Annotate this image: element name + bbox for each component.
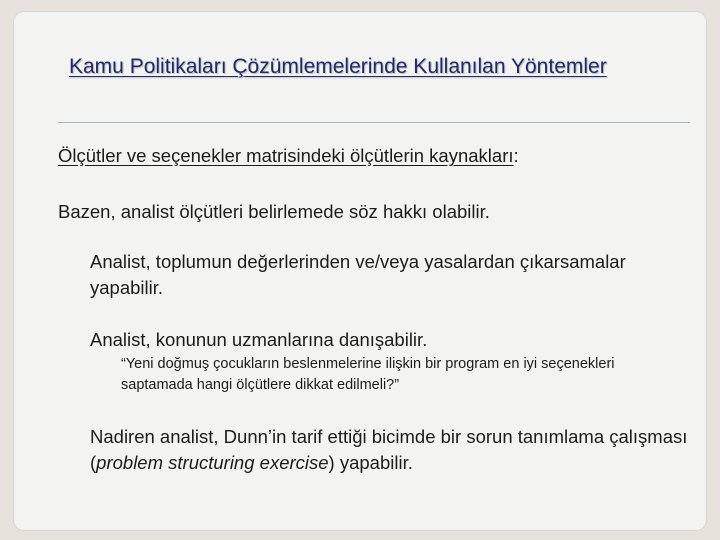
bazen-paragraph: Bazen, analist ölçütleri belirlemede söz hakkı olabilir.: [58, 201, 490, 222]
experts-quote: “Yeni doğmuş çocukların beslenmelerine ilişkin bir program en iyi seçenekleri saptamada hangi ölçütlere dikkat edilmeli?”: [121, 356, 615, 393]
title-divider: [58, 122, 690, 123]
list-item-values: Analist, toplumun değerlerinden ve/veya yasalardan çıkarsamalar yapabilir.: [90, 251, 626, 298]
intro-underlined-text: Ölçütler ve seçenekler matrisindeki ölçütlerin kaynakları: [58, 145, 514, 166]
intro-colon: :: [513, 145, 519, 166]
slide-title: Kamu Politikaları Çözümlemelerinde Kullanılan Yöntemler: [69, 55, 607, 78]
list-item-dunn: [90, 424, 710, 476]
intro-line: [58, 143, 519, 169]
slide: [14, 12, 706, 530]
dunn-text-italic: problem structuring exercise: [96, 452, 329, 473]
dunn-text-pre: Nadiren analist, Dunn’in tarif ettiği bicimde bir sorun tanımlama çalışması (: [90, 426, 688, 473]
dunn-text-post: ) yapabilir.: [328, 452, 413, 473]
list-item-experts: Analist, konunun uzmanlarına danışabilir.: [90, 329, 428, 350]
